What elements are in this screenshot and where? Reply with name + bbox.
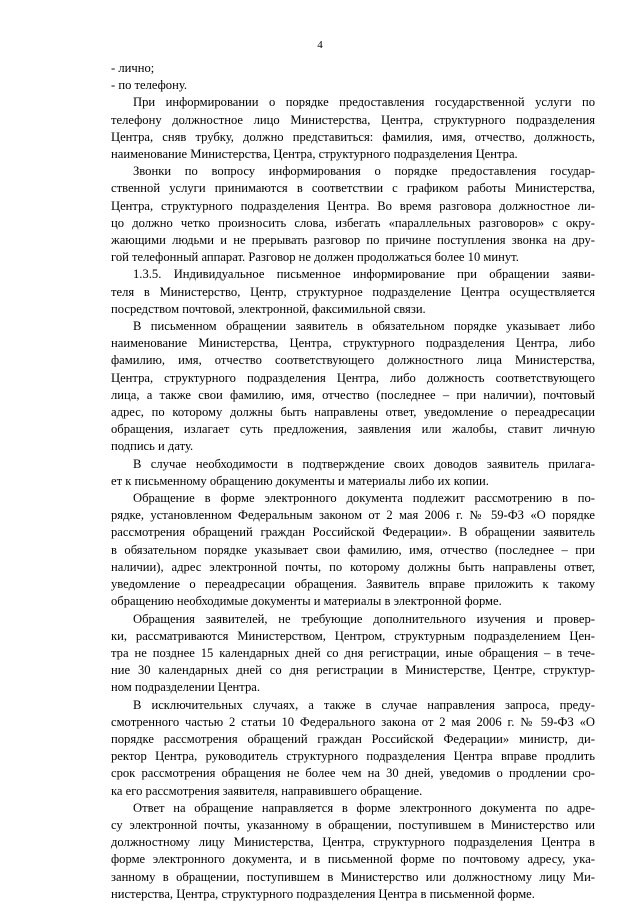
- text-line: должностному лицу Министерства, Центра, структурного подразделения Центра в: [111, 835, 595, 850]
- text-line: ки, рассматриваются Министерством, Центром, структурным подразделением Цен-: [111, 628, 595, 643]
- paragraph: [111, 800, 595, 903]
- page-number: 4: [317, 39, 323, 51]
- text-line: При информировании о порядке предоставления государственной услуги по: [133, 95, 595, 110]
- text-line: теля в Министерство, Центр, структурное подразделение Центра осуществляется: [111, 284, 595, 299]
- text-line: Звонки по вопросу информирования о порядке предоставления государ-: [133, 164, 595, 179]
- paragraph: [111, 697, 595, 800]
- paragraph: [111, 266, 595, 318]
- text-line: Центра, структурного подразделения Центра. Во время разговора должностное ли-: [111, 198, 595, 213]
- paragraph: [111, 77, 595, 94]
- text-line: подпись и дату.: [111, 439, 194, 454]
- text-line: обращению необходимые документы и материалы в электронной форме.: [111, 594, 502, 609]
- text-line: - лично;: [111, 61, 155, 75]
- text-line: адрес, по которому должны быть направлены ответ, уведомление о переадресации: [111, 405, 595, 420]
- paragraph: [111, 60, 595, 77]
- text-line: су электронной почты, указанному в обращении, поступившем в Министерство или: [111, 817, 595, 832]
- text-line: телефону должностное лицо Министерства, Центра, структурного подразделения: [111, 112, 595, 127]
- text-line: цо должно четко произносить слова, избегать «параллельных разговоров» с окру-: [111, 215, 595, 230]
- text-line: ственной услуги принимаются в соответствии с графиком работы Министерства,: [111, 181, 595, 196]
- paragraph: [111, 318, 595, 456]
- text-line: 1.3.5. Индивидуальное письменное информирование при обращении заяви-: [133, 267, 595, 282]
- text-line: ном подразделении Центра.: [111, 680, 260, 695]
- text-line: ка его рассмотрения заявителя, направившего обращение.: [111, 783, 423, 798]
- text-line: наличии), адрес электронной почты, по которому должны быть направлены ответ,: [111, 559, 595, 574]
- paragraph: [111, 611, 595, 697]
- paragraph: [111, 490, 595, 610]
- text-line: Центра, сняв трубку, должно представиться: фамилия, имя, отчество, должность,: [111, 129, 595, 144]
- text-line: рассмотрения обращений граждан Российской Федерации». В обращении заявитель: [111, 525, 595, 540]
- text-line: обращения, излагает суть предложения, заявления или жалобы, ставит личную: [111, 422, 595, 437]
- paragraph: [111, 94, 595, 163]
- text-line: уведомление о переадресации обращения. Заявитель вправе приложить к такому: [111, 577, 595, 592]
- text-line: наименование Министерства, Центра, структурного подразделения Центра, либо: [111, 336, 595, 351]
- text-line: нистерства, Центра, структурного подразделения Центра в письменной форме.: [111, 886, 535, 901]
- text-line: рядке, установленном Федеральным законом от 2 мая 2006 г. № 59-ФЗ «О порядке: [111, 508, 595, 523]
- paragraph: [111, 456, 595, 490]
- text-line: В исключительных случаях, а также в случае направления запроса, преду-: [133, 697, 595, 712]
- text-line: тра не позднее 15 календарных дней со дня регистрации, иные обращения – в тече-: [111, 645, 595, 660]
- text-line: наименование Министерства, Центра, структурного подразделения Центра.: [111, 147, 518, 162]
- text-line: занному в обращении, поступившем в Министерство или должностному лицу Ми-: [111, 869, 595, 884]
- text-line: гой телефонный аппарат. Разговор не должен продолжаться более 10 минут.: [111, 250, 519, 265]
- text-line: ет к письменному обращению документы и материалы либо их копии.: [111, 473, 489, 488]
- text-line: посредством почтовой, электронной, факсимильной связи.: [111, 301, 426, 316]
- text-line: порядке рассмотрения обращений граждан Российской Федерации» министр, ди-: [111, 731, 595, 746]
- text-line: лица, а также свои фамилию, имя, отчество (последнее – при наличии), почтовый: [111, 387, 595, 402]
- text-line: Ответ на обращение направляется в форме электронного документа по адре-: [133, 800, 595, 815]
- text-line: ректор Центра, руководитель структурного подразделения Центра вправе продлить: [111, 749, 595, 764]
- text-line: В письменном обращении заявитель в обязательном порядке указывает либо: [133, 319, 595, 334]
- text-line: - по телефону.: [111, 78, 188, 93]
- text-line: ние 30 календарных дней со дня регистрации в Министерстве, Центре, структур-: [111, 663, 595, 678]
- text-line: фамилию, имя, отчество соответствующего должностного лица Министерства,: [111, 353, 595, 368]
- paragraph: [111, 163, 595, 266]
- text-line: Обращения заявителей, не требующие дополнительного изучения и провер-: [133, 611, 595, 626]
- text-line: в обязательном порядке указывает свои фамилию, имя, отчество (последнее – при: [111, 542, 595, 557]
- text-line: Обращение в форме электронного документа подлежит рассмотрению в по-: [133, 491, 595, 506]
- text-line: Центра, структурного подразделения Центра, либо должность соответствующего: [111, 370, 595, 385]
- text-line: жающими людьми и не прерывать разговор по причине поступления звонка на дру-: [111, 233, 595, 248]
- text-line: срок рассмотрения обращения не более чем на 30 дней, уведомив о продлении сро-: [111, 766, 595, 781]
- text-line: форме электронного документа, и в письменной форме по почтовому адресу, ука-: [111, 852, 595, 867]
- text-line: В случае необходимости в подтверждение своих доводов заявитель прилага-: [133, 456, 595, 471]
- text-line: смотренного частью 2 статьи 10 Федерального закона от 2 мая 2006 г. № 59-ФЗ «О: [111, 714, 595, 729]
- document-body: [111, 60, 595, 903]
